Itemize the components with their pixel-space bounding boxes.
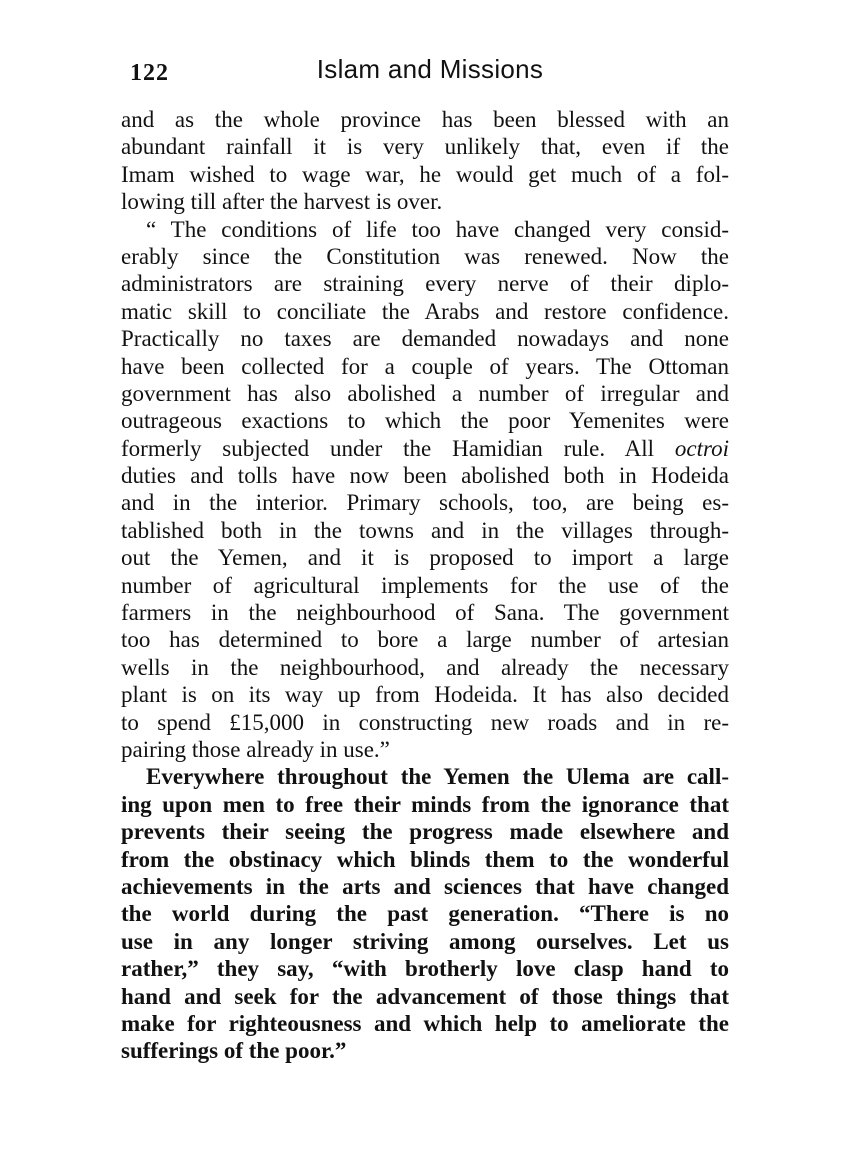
text-line: use in any longer striving among ourselves. Let us [121,928,729,954]
text-line: outrageous exactions to which the poor Yemenites were [121,408,729,434]
text-line: prevents their seeing the progress made elsewhere and [121,819,729,845]
page-number: 122 [130,60,169,86]
text-line [121,435,729,462]
text-line: erably since the Constitution was renewed. Now the [121,243,729,269]
text-line: government has also abolished a number of irregular and [121,380,729,406]
text-line: lowing till after the harvest is over. [121,189,443,215]
text-line: the world during the past generation. “There is no [121,901,729,927]
text-line: from the obstinacy which blinds them to the wonderful [121,846,729,872]
text-line: make for righteousness and which help to ameliorate the [121,1010,729,1036]
paragraph-3 [121,763,729,1064]
text-line: “ The conditions of life too have changed very consid- [146,216,729,242]
paragraph-1 [121,106,729,216]
running-head [130,52,730,92]
text-line: abundant rainfall it is very unlikely that, even if the [121,134,729,160]
paragraph-2 [121,216,729,764]
text-line: Everywhere throughout the Yemen the Ulema are call- [146,764,729,790]
page-title: Islam and Missions [316,54,544,84]
text-line: and as the whole province has been blessed with an [121,107,729,132]
text-line: hand and seek for the advancement of those things that [121,983,729,1009]
text-line: matic skill to conciliate the Arabs and restore confidence. [121,298,729,324]
text-line: out the Yemen, and it is proposed to import a large [121,545,729,571]
body-text [121,106,729,1065]
text-line: farmers in the neighbourhood of Sana. The government [121,600,729,626]
text-line: have been collected for a couple of years. The Ottoman [121,353,729,379]
text-line: wells in the neighbourhood, and already the necessary [121,654,729,680]
text-line: plant is on its way up from Hodeida. It has also decided [121,682,729,708]
text-line: to spend £15,000 in constructing new roads and in re- [121,709,729,735]
text-line: ing upon men to free their minds from the ignorance that [121,791,729,817]
text-segment: formerly subjected under the Hamidian rule. All [121,435,655,461]
text-line: too has determined to bore a large number of artesian [121,627,729,653]
text-line: administrators are straining every nerve of their diplo- [121,271,729,297]
text-line: number of agricultural implements for the use of the [121,572,729,598]
text-line: and in the interior. Primary schools, too, are being es- [121,490,729,516]
text-line: tablished both in the towns and in the villages through- [121,517,729,543]
text-line: rather,” they say, “with brotherly love clasp hand to [121,956,729,982]
text-line: pairing those already in use.” [121,736,390,762]
text-line: duties and tolls have now been abolished both in Hodeida [121,463,729,489]
italic-word: octroi [674,435,729,461]
text-line: sufferings of the poor.” [121,1038,347,1064]
text-line: achievements in the arts and sciences that have changed [121,873,729,899]
text-line: Imam wished to wage war, he would get much of a fol- [121,161,729,187]
text-line: Practically no taxes are demanded nowadays and none [121,326,729,352]
